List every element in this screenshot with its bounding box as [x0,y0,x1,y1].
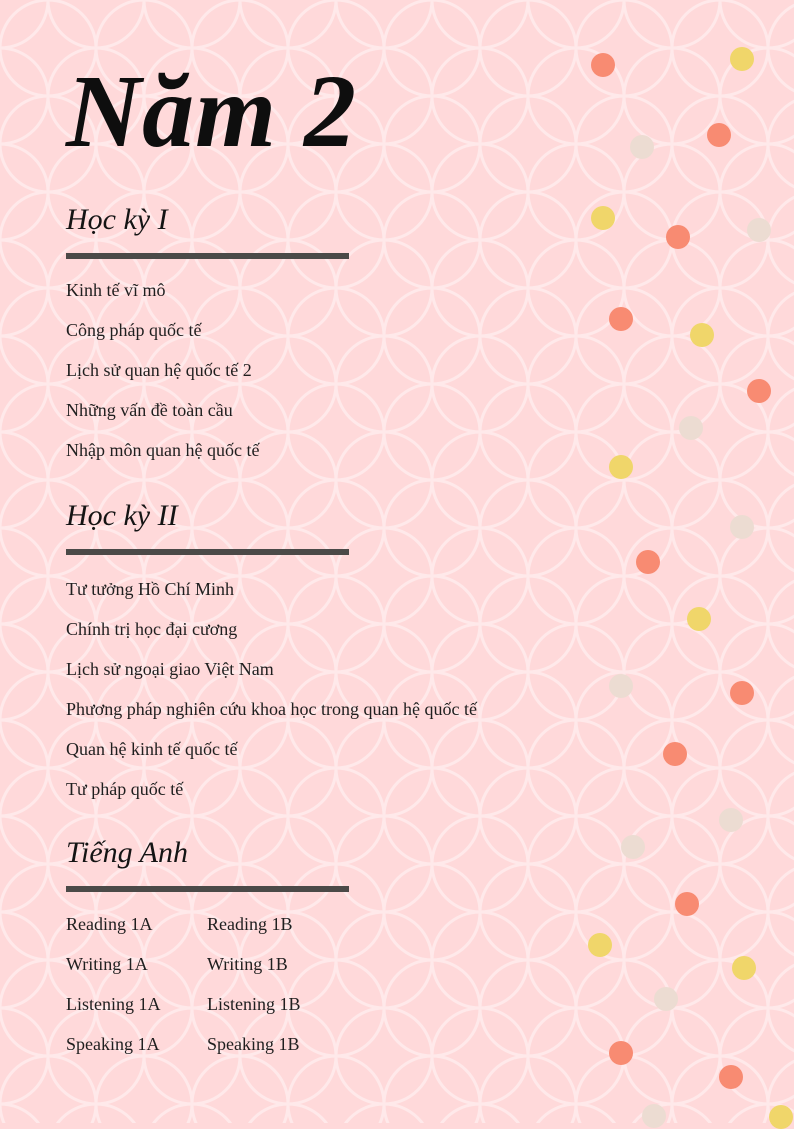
confetti-dot [654,987,678,1011]
section-divider [66,253,349,259]
course-item: Reading 1B [207,914,293,934]
confetti-dot [591,53,615,77]
confetti-dot [666,225,690,249]
semester-2-section [66,498,626,809]
course-item: Listening 1B [207,994,301,1014]
confetti-dot [690,323,714,347]
confetti-dot [636,550,660,574]
english-heading: Tiếng Anh [66,836,188,869]
english-course-grid [66,904,626,1064]
course-item: Writing 1B [207,954,288,974]
course-item: Nhập môn quan hệ quốc tế [66,440,260,460]
course-item: Writing 1A [66,954,148,974]
confetti-dot [719,1065,743,1089]
semester-1-heading: Học kỳ I [66,203,168,236]
course-item: Reading 1A [66,914,153,934]
course-item: Lịch sử ngoại giao Việt Nam [66,659,274,679]
confetti-dot [730,47,754,71]
confetti-dot [747,379,771,403]
course-item: Chính trị học đại cương [66,619,238,639]
course-item: Speaking 1A [66,1034,160,1054]
course-item: Speaking 1B [207,1034,300,1054]
semester-1-course-list [66,270,626,470]
course-item: Listening 1A [66,994,161,1014]
confetti-dot [707,123,731,147]
course-item: Kinh tế vĩ mô [66,280,166,300]
confetti-dot [663,742,687,766]
page-title: Năm 2 [66,54,357,169]
section-divider [66,886,349,892]
course-item: Những vấn đề toàn cầu [66,400,233,420]
course-item: Tư tưởng Hồ Chí Minh [66,579,235,599]
semester-2-heading: Học kỳ II [66,499,178,532]
confetti-dot [732,956,756,980]
confetti-dot [642,1104,666,1128]
course-item: Quan hệ kinh tế quốc tế [66,739,238,759]
confetti-dot [719,808,743,832]
confetti-dot [769,1105,793,1129]
confetti-dot [679,416,703,440]
course-item: Lịch sử quan hệ quốc tế 2 [66,360,252,380]
course-item: Tư pháp quốc tế [66,779,184,799]
confetti-dot [730,515,754,539]
confetti-dot [630,135,654,159]
course-item: Công pháp quốc tế [66,320,202,340]
confetti-dot [730,681,754,705]
confetti-dot [687,607,711,631]
confetti-dot [675,892,699,916]
course-item: Phương pháp nghiên cứu khoa học trong quan hệ quốc tế [66,699,477,719]
semester-1-section [66,202,626,470]
english-section [66,835,626,1064]
section-divider [66,549,349,555]
confetti-dot [747,218,771,242]
semester-2-course-list [66,569,626,809]
